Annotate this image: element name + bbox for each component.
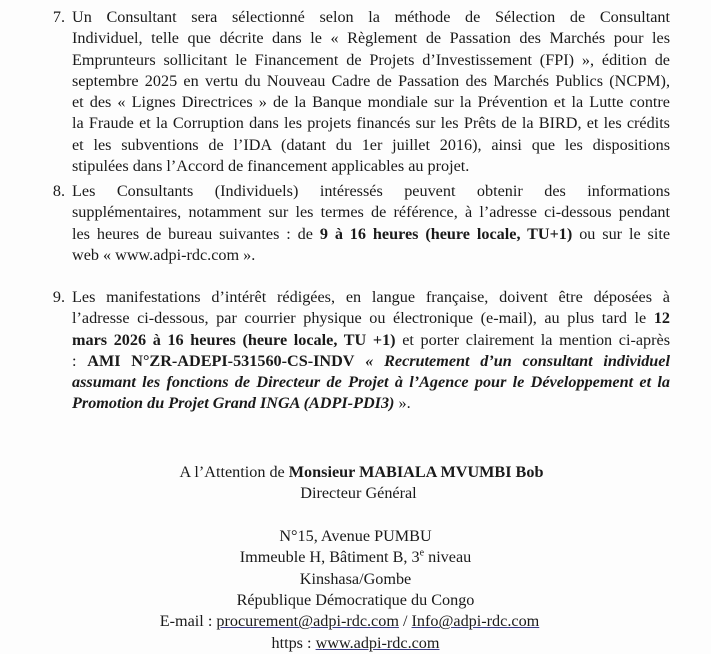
attention-prefix: A l’Attention de <box>179 463 289 481</box>
item-number: 8. <box>52 182 65 200</box>
website-link[interactable]: www.adpi-rdc.com <box>315 633 440 652</box>
recipient-title: Directeur Général <box>300 484 417 503</box>
text-line: et les subventions de l’IDA (datant du 1er juillet 2016), ainsi que les dispositions <box>72 135 670 154</box>
text-run: niveau <box>424 548 472 567</box>
text-line: stipulées dans l’Accord de financement applicables au projet. <box>72 157 470 176</box>
email-link-info[interactable]: Info@adpi-rdc.com <box>411 612 540 631</box>
text-line: Un Consultant sera sélectionné selon la méthode de Sélection de Consultant <box>72 8 670 26</box>
text-run: Immeuble H, Bâtiment B, 3 <box>239 548 420 567</box>
text-run: les heures de bureau suivantes : de <box>72 224 320 243</box>
text-line: supplémentaires, notamment sur les termes de référence, à l’adresse ci-dessous pendant <box>72 203 670 222</box>
superscript: e <box>419 547 425 559</box>
deadline-date: mars 2026 à 16 heures (heure locale, TU +1) <box>72 330 396 349</box>
text-run: ». <box>394 394 411 413</box>
street-address: N°15, Avenue PUMBU <box>279 526 432 545</box>
list-item-8 <box>36 181 670 266</box>
text-line: Individuel, telle que décrite dans le « Règlement de Passation des Marchés pour les <box>72 29 670 48</box>
office-hours: 9 à 16 heures (heure locale, TU+1) <box>319 224 573 243</box>
text-line: la Fraude et la Corruption dans les projets financés sur les Prêts de la BIRD, et les crédits <box>72 114 670 133</box>
item-number: 7. <box>52 8 65 26</box>
website-line <box>0 633 711 654</box>
text-line <box>72 308 670 329</box>
email-label: E-mail : <box>159 612 217 631</box>
ami-reference: AMI N°ZR-ADEPI-531560-CS-INDV <box>87 351 355 370</box>
text-line: septembre 2025 en vertu du Nouveau Cadre de Passation des Marchés Publics (NCPM), <box>72 71 670 90</box>
list-item-9 <box>36 287 670 415</box>
text-line: Les Consultants (Individuels) intéressés peuvent obtenir des informations <box>72 182 670 200</box>
email-separator: / <box>398 612 412 631</box>
country: République Démocratique du Congo <box>236 591 475 610</box>
text-line <box>72 351 670 372</box>
attention-line <box>6 462 711 483</box>
text-line <box>72 224 670 245</box>
item-number: 9. <box>52 288 65 306</box>
website-label: https : <box>271 633 316 652</box>
list-item-7 <box>36 7 670 177</box>
recipient-name: Monsieur MABIALA MVUMBI Bob <box>288 463 544 481</box>
text-line <box>72 330 670 351</box>
item-text <box>72 287 670 415</box>
spacer <box>0 505 711 526</box>
mention-title: assumant les fonctions de Directeur de Projet à l’Agence pour le Développement et la <box>72 373 670 392</box>
deadline-day: 12 <box>653 309 670 328</box>
mention-title: Promotion du Projet Grand INGA (ADPI-PDI3) <box>72 394 395 413</box>
address-block <box>0 462 711 654</box>
text-run: et porter clairement la mention ci-après <box>395 330 670 349</box>
email-line <box>0 611 705 632</box>
mention-title: « Recrutement d’un consultant individuel <box>354 351 670 370</box>
text-run: l’adresse ci-dessous, par courrier physique ou électronique (e-mail), au plus tard le <box>72 309 654 328</box>
text-line <box>72 393 670 414</box>
text-run: : <box>72 351 88 370</box>
item-text <box>72 7 670 177</box>
email-link-procurement[interactable]: procurement@adpi-rdc.com <box>216 612 399 631</box>
text-line: Emprunteurs sollicitant le Financement de Projets d’Investissement (FPI) », édition de <box>72 50 670 69</box>
text-run: ou sur le site <box>572 224 670 243</box>
item-text <box>72 181 670 266</box>
text-line: web « www.adpi-rdc.com ». <box>72 245 256 264</box>
text-line: et des « Lignes Directrices » de la Banque mondiale sur la Prévention et la Lutte contre <box>72 93 670 112</box>
building-address <box>0 547 711 568</box>
city: Kinshasa/Gombe <box>299 569 412 588</box>
text-line: Les manifestations d’intérêt rédigées, en langue française, doivent être déposées à <box>72 288 670 306</box>
